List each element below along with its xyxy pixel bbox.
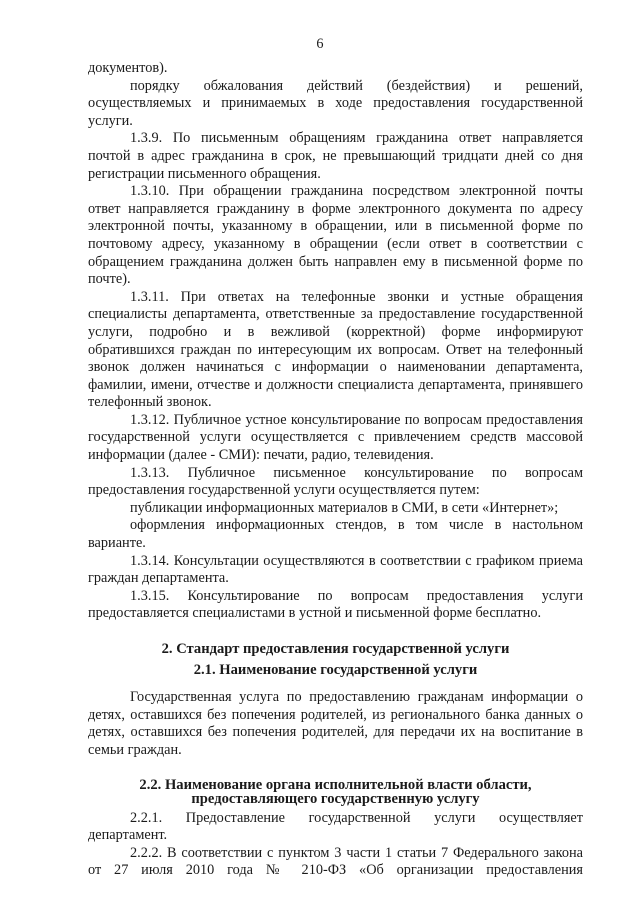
paragraph-1-3-12: 1.3.12. Публичное устное консультирование по вопросам предоставления государственной услуги осуществляется с привлечением средств массовой информации (далее - СМИ): печати, радио, телевидения. xyxy=(88,411,583,464)
section-2-2-title-line1: 2.2. Наименование органа исполнительной власти области, xyxy=(139,776,532,793)
paragraph-1-3-14: 1.3.14. Консультации осуществляются в соответствии с графиком приема граждан департамента. xyxy=(88,552,583,587)
paragraph-2-2-2: 2.2.2. В соответствии с пунктом 3 части 1 статьи 7 Федерального закона от 27 июля 2010 года № 210-ФЗ «Об организации предоставления xyxy=(88,844,583,879)
paragraph-publications: публикации информационных материалов в СМИ, в сети «Интернет»; xyxy=(130,499,559,516)
document-body xyxy=(88,60,583,880)
section-2-title: 2. Стандарт предоставления государственной услуги xyxy=(161,641,510,657)
paragraph-1-3-10: 1.3.10. При обращении гражданина посредством электронной почты ответ направляется гражданину в форме электронного документа по адресу электронной почты, указанному в обращении, или в письменной форме по почтовому адресу, указанному в обращении (если ответ в соответствии с обращением гражданина должен быть направлен ему в письменной форме по почте). xyxy=(88,183,583,288)
paragraph-1-3-11: 1.3.11. При ответах на телефонные звонки и устные обращения специалисты департамента, ответственные за предоставление государственной услуги, подробно и в вежливой (корректной) форме информируют обратившихся граждан по интересующим их вопросам. Ответ на телефонный звонок должен начинаться с информации о наименовании департамента, фамилии, имени, отчестве и должности специалиста департамента, принявшего телефонный звонок. xyxy=(88,288,583,411)
paragraph-1-3-9: 1.3.9. По письменным обращениям гражданина ответ направляется почтой в адрес гражданина в срок, не превышающий тридцати дней со дня регистрации письменного обращения. xyxy=(88,130,583,182)
page-number: 6 xyxy=(316,36,324,52)
paragraph-stands: оформления информационных стендов, в том числе в настольном варианте. xyxy=(88,517,583,552)
paragraph-appeal-procedure: порядку обжалования действий (бездействия) и решений, осуществляемых и принимаемых в ходе предоставления государственной услуги. xyxy=(88,77,583,129)
section-2-2-title xyxy=(88,778,583,806)
section-2-2-title-line2: предоставляющего государственную услугу xyxy=(191,790,480,807)
section-2-1-title: 2.1. Наименование государственной услуги xyxy=(193,661,478,678)
paragraph-1-3-15: 1.3.15. Консультирование по вопросам предоставления услуги предоставляется специалистами в устной и письменной форме бесплатно. xyxy=(88,587,583,622)
paragraph-1-3-13: 1.3.13. Публичное письменное консультирование по вопросам предоставления государственной услуги осуществляется путем: xyxy=(88,464,583,499)
paragraph-continuation: документов). xyxy=(88,60,168,76)
paragraph-2-2-1: 2.2.1. Предоставление государственной услуги осуществляет департамент. xyxy=(88,809,583,844)
paragraph-service-name: Государственная услуга по предоставлению гражданам информации о детях, оставшихся без попечения родителей, из регионального банка данных о детях, оставшихся без попечения родителей, для передачи их на воспитание в семьи граждан. xyxy=(88,689,583,758)
